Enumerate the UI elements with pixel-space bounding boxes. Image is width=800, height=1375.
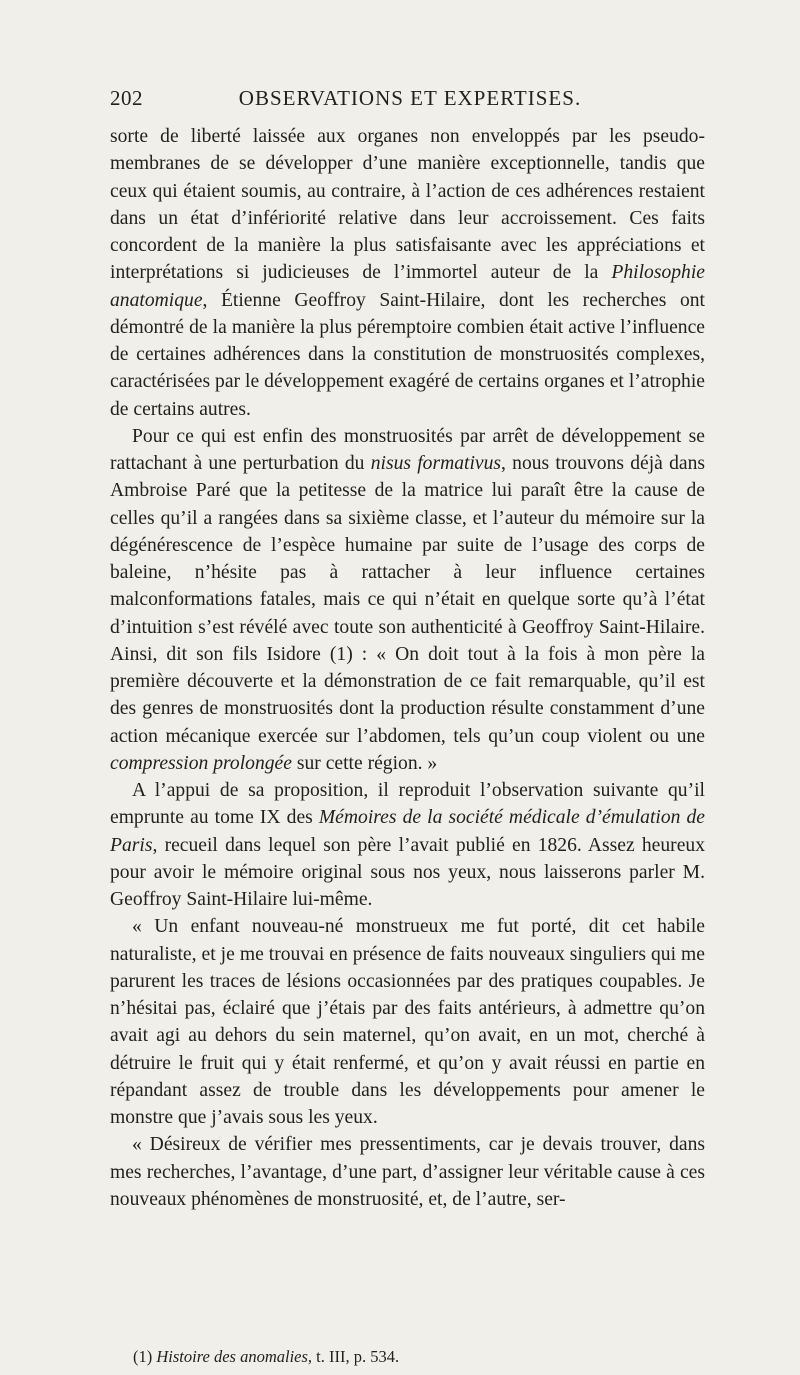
footnote-rest: , t. III, p. 534. [307,1347,400,1366]
footnote-title: Histoire des anomalies [156,1347,308,1366]
text-run: Pour ce qui est enfin des monstruosités par arrêt de développement se rattachant à une perturbation du [110,425,705,474]
text-run: A l’appui de sa proposition, il reproduit l’observation suivante qu’il emprunte au tome IX des [110,780,705,829]
italic-run: Mémoires de la société médicale d’émulation de Paris [110,807,705,856]
paragraph-3 [110,777,705,913]
paragraph-2 [110,423,705,777]
text-run: « Un enfant nouveau-né monstrueux me fut porté, dit cet habile naturaliste, et je me trouvai en présence de faits nouveaux singuliers qui me parurent les traces de lésions occasionnées par des pratiques coupables. Je n’hésitai pas, éclairé que j’étais par des faits antérieurs, à admettre qu’on avait agi au dehors du sein maternel, qu’on avait, en un mot, cherché à détruire le fruit qui y était renfermé, et qu’on y avait réussi en partie en répandant assez de trouble dans les développements pour amener le monstre que j’avais sous les yeux. [110,916,705,1128]
text-run: sur cette région. » [291,752,438,774]
paragraph-5 [110,1131,705,1213]
footnote [133,1347,703,1367]
italic-run: compression prolongée [110,752,292,774]
text-run: , nous trouvons déjà dans Ambroise Paré que la petitesse de la matrice lui paraît être la cause de celles qu’il a rangées dans sa sixième classe, et l’auteur du mémoire sur la dégénérescence de l’espèce humaine par suite de l’usage des corps de baleine, n’hésite pas à rattacher à leur influence certaines malconformations fatales, mais ce qui n’était en quelque sorte qu’à l’état d’intuition s’est révélé avec toute son authenticité à Geoffroy Saint-Hilaire. Ainsi, dit son fils Isidore (1) : « On doit tout à la fois à mon père la première découverte et la démonstration de ce fait remarquable, qu’il est des genres de monstruosités dont la production résulte constamment d’une action mécanique exercée sur l’abdomen, tels qu’un coup violent ou une [110,453,705,747]
running-title: OBSERVATIONS ET EXPERTISES. [238,86,582,110]
italic-run: nisus formativus [370,453,502,474]
text-run: , Étienne Geoffroy Saint-Hilaire, dont les recherches ont démontré de la manière la plus péremptoire combien était active l’influence de certaines adhérences dans la constitution de monstruosités complexes, caractérisées par le développement exagéré de certains organes et l’atrophie de certains autres. [110,289,705,420]
text-run: , recueil dans lequel son père l’avait publié en 1826. Assez heureux pour avoir le mémoire original sous nos yeux, nous laisserons parler M. Geoffroy Saint-Hilaire lui-même. [110,834,705,910]
paragraph-1 [110,123,705,423]
italic-run: Philosophie anatomique [110,262,705,311]
running-head [110,86,710,116]
page-number: 202 [110,86,143,110]
text-run: sorte de liberté laissée aux organes non enveloppés par les pseudo-membranes de se développer d’une manière exceptionnelle, tandis que ceux qui étaient soumis, au contraire, à l’action de ces adhérences restaient dans un état d’infériorité relative dans leur accroissement. Ces faits concordent de la manière la plus satisfaisante avec les appréciations et interprétations si judicieuses de l’immortel auteur de la [110,126,705,284]
body-text [110,123,705,1213]
paragraph-4 [110,913,705,1131]
footnote-marker: (1) [133,1347,157,1366]
text-run: « Désireux de vérifier mes pressentiments, car je devais trouver, dans mes recherches, l’avantage, d’une part, d’assigner leur véritable cause à ces nouveaux phénomènes de monstruosité, et, de l’autre, ser- [110,1134,705,1210]
